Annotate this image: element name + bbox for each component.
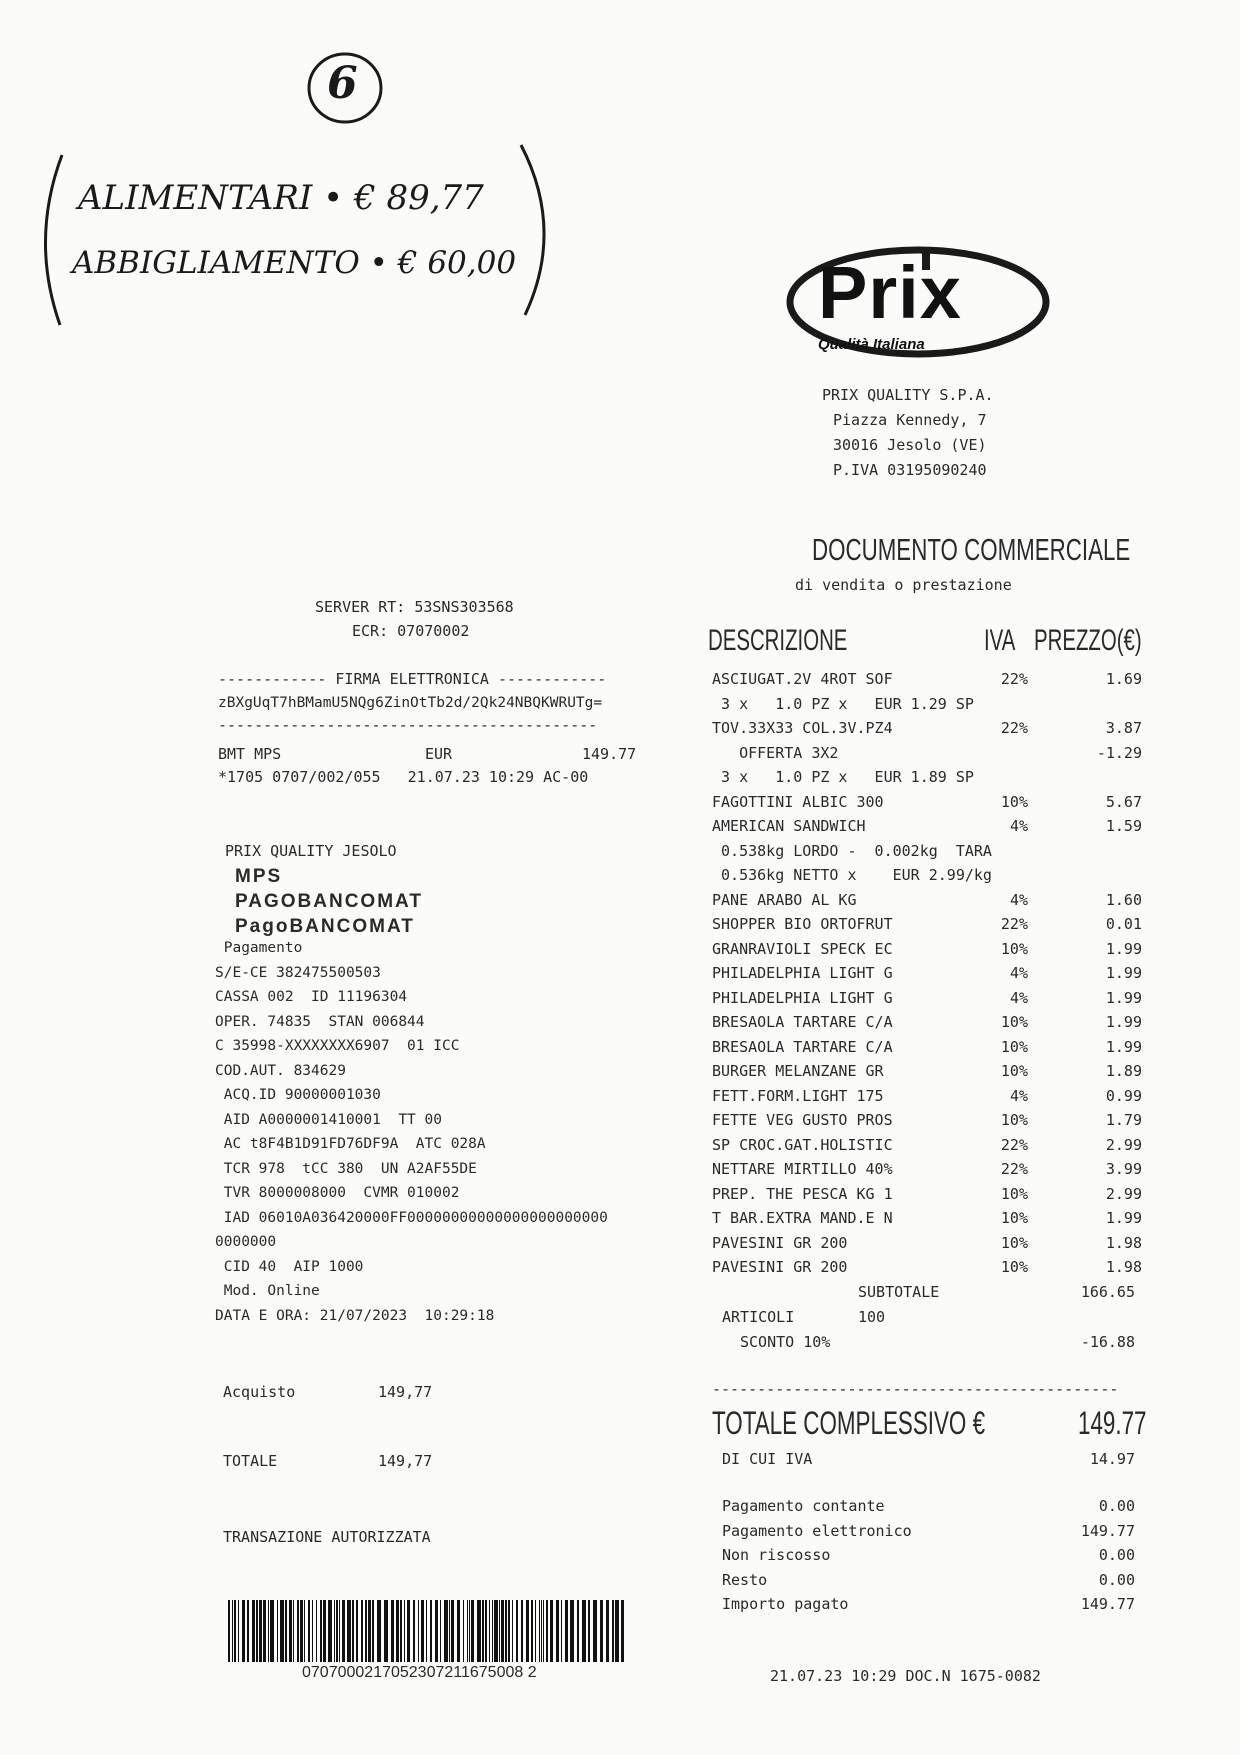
barcode-bar — [535, 1600, 536, 1662]
barcode-bar — [606, 1600, 609, 1662]
item-description: SP CROC.GAT.HOLISTIC — [712, 1135, 893, 1154]
pos-status: TRANSAZIONE AUTORIZZATA — [223, 1528, 431, 1546]
barcode-bar — [334, 1600, 335, 1662]
item-price: 1.89 — [1105, 1062, 1142, 1080]
item-iva: 22% — [1000, 1160, 1028, 1178]
item-description: FETTE VEG GUSTO PROS — [712, 1111, 893, 1129]
pos-totale-label: TOTALE — [223, 1452, 278, 1470]
barcode-bar — [228, 1600, 230, 1662]
barcode-bar — [304, 1600, 305, 1662]
pos-circuit-2: PagoBANCOMAT — [235, 916, 415, 937]
item-description: SHOPPER BIO ORTOFRUT — [712, 915, 893, 933]
barcode-bar — [372, 1600, 374, 1662]
barcode-bar — [444, 1600, 448, 1662]
barcode-bar — [404, 1600, 405, 1662]
item-description: FAGOTTINI ALBIC 300 — [712, 792, 884, 811]
item-iva: 10% — [1000, 1062, 1028, 1080]
document-footer: 21.07.23 10:29 DOC.N 1675-0082 — [770, 1667, 1041, 1685]
document-subtitle: di vendita o prestazione — [795, 576, 1012, 594]
subtotal-label: SUBTOTALE — [858, 1283, 940, 1301]
barcode-bar — [280, 1600, 284, 1662]
item-row — [712, 940, 1142, 964]
barcode-bar — [308, 1600, 310, 1662]
pos-detail-line: CASSA 002 ID 11196304 — [215, 989, 408, 1005]
pos-bmt-label: BMT MPS — [218, 745, 282, 763]
barcode-bar — [526, 1600, 529, 1662]
payment-value: 149.77 — [1080, 1521, 1135, 1540]
item-price: 5.67 — [1105, 792, 1142, 811]
handwritten-right-paren — [515, 140, 565, 320]
barcode-bar — [347, 1600, 351, 1662]
item-iva: 10% — [1000, 1111, 1028, 1129]
payment-value: 0.00 — [1098, 1546, 1135, 1564]
item-price: 1.69 — [1105, 670, 1142, 688]
item-row — [712, 768, 1142, 792]
pos-detail-line: Pagamento — [215, 940, 303, 956]
item-price: 1.99 — [1105, 1037, 1142, 1056]
item-description: BRESAOLA TARTARE C/A — [712, 1013, 893, 1031]
item-iva: 10% — [1000, 1037, 1028, 1056]
barcode-bar — [297, 1600, 299, 1662]
barcode-bar — [293, 1600, 294, 1662]
item-price: 1.99 — [1105, 1209, 1142, 1227]
barcode-bar — [342, 1600, 345, 1662]
barcode-bar — [539, 1600, 540, 1662]
item-row — [712, 891, 1142, 915]
pos-detail-line: ACQ.ID 90000001030 — [215, 1087, 381, 1103]
item-row — [712, 964, 1142, 988]
barcode-bar — [565, 1600, 568, 1662]
barcode-bar — [531, 1600, 533, 1662]
barcode-bar — [320, 1600, 322, 1662]
barcode-bar — [400, 1600, 402, 1662]
barcode-bar — [550, 1600, 553, 1662]
item-price: 1.99 — [1105, 964, 1142, 982]
item-description: PAVESINI GR 200 — [712, 1258, 848, 1276]
barcode-bar — [615, 1600, 619, 1662]
item-price: 1.79 — [1105, 1111, 1142, 1129]
item-price: 3.99 — [1105, 1160, 1142, 1178]
payment-label: Resto — [722, 1570, 768, 1589]
pos-merchant: PRIX QUALITY JESOLO — [225, 842, 397, 860]
item-iva: 4% — [1009, 890, 1028, 909]
handwritten-line-2: ABBIGLIAMENTO • € 60,00 — [72, 245, 517, 281]
barcode-bar — [621, 1600, 624, 1662]
barcode-bar — [234, 1600, 236, 1662]
barcode-bar — [365, 1600, 367, 1662]
barcode-bar — [252, 1600, 255, 1662]
pos-bmt-amount: 149.77 — [582, 745, 637, 763]
item-iva: 10% — [1000, 939, 1028, 958]
pos-detail-line: TVR 8000008000 CVMR 010002 — [215, 1185, 460, 1201]
item-price: 1.99 — [1105, 988, 1142, 1007]
barcode-bar — [499, 1600, 500, 1662]
barcode-bar — [516, 1600, 518, 1662]
payment-label: Pagamento elettronico — [722, 1521, 912, 1540]
barcode-bar — [556, 1600, 559, 1662]
item-price: 3.87 — [1105, 719, 1142, 737]
barcode-bar — [356, 1600, 358, 1662]
sconto-value: -16.88 — [1080, 1333, 1135, 1351]
item-description: BRESAOLA TARTARE C/A — [712, 1037, 893, 1056]
payment-value: 0.00 — [1098, 1570, 1135, 1589]
barcode-bar — [242, 1600, 245, 1662]
handwritten-line-1: ALIMENTARI • € 89,77 — [78, 178, 484, 218]
pos-detail-line: TCR 978 tCC 380 UN A2AF55DE — [215, 1160, 477, 1177]
barcode-bar — [577, 1600, 579, 1662]
pos-totale-value: 149,77 — [378, 1452, 433, 1470]
item-description: PHILADELPHIA LIGHT G — [712, 988, 893, 1007]
barcode-bar — [421, 1600, 424, 1662]
barcode-bar — [482, 1600, 484, 1662]
barcode-bar — [336, 1600, 338, 1662]
item-iva: 22% — [1000, 915, 1028, 933]
item-description: 3 x 1.0 PZ x EUR 1.29 SP — [712, 694, 974, 713]
item-iva: 10% — [1000, 1013, 1028, 1031]
item-description: 3 x 1.0 PZ x EUR 1.89 SP — [712, 768, 974, 786]
articoli-label: ARTICOLI — [722, 1308, 795, 1326]
item-row — [712, 1062, 1142, 1086]
barcode-bar — [501, 1600, 504, 1662]
totale-value: 149.77 — [1078, 1405, 1147, 1441]
barcode-bar — [312, 1600, 313, 1662]
item-iva: 10% — [1000, 792, 1028, 811]
store-company: PRIX QUALITY S.P.A. — [822, 386, 994, 404]
item-row — [712, 1013, 1142, 1037]
barcode-bar — [541, 1600, 542, 1662]
barcode-bar — [277, 1600, 278, 1662]
pos-ecr: ECR: 07070002 — [352, 622, 470, 640]
item-description: PREP. THE PESCA KG 1 — [712, 1184, 893, 1203]
pos-detail-line: AID A0000001410001 TT 00 — [215, 1111, 442, 1128]
item-row — [712, 1111, 1142, 1135]
pos-detail-line: DATA E ORA: 21/07/2023 10:29:18 — [215, 1307, 495, 1324]
barcode-bar — [263, 1600, 266, 1662]
barcode-bar — [600, 1600, 603, 1662]
barcode-bar — [238, 1600, 239, 1662]
barcode-bar — [440, 1600, 441, 1662]
item-iva: 22% — [1000, 719, 1028, 737]
pos-detail-line: C 35998-XXXXXXXX6907 01 ICC — [215, 1038, 460, 1054]
barcode-bar — [469, 1600, 470, 1662]
pos-acquisto-label: Acquisto — [223, 1383, 296, 1401]
payment-label: Pagamento contante — [722, 1497, 885, 1515]
barcode-bar — [413, 1600, 415, 1662]
barcode-bar — [259, 1600, 262, 1662]
item-row — [712, 793, 1142, 817]
item-description: BURGER MELANZANE GR — [712, 1062, 884, 1080]
item-description: 0.536kg NETTO x EUR 2.99/kg — [712, 866, 992, 884]
barcode-bar — [546, 1600, 548, 1662]
barcode-bar — [489, 1600, 490, 1662]
item-price: -1.29 — [1096, 743, 1142, 762]
document-title: DOCUMENTO COMMERCIALE — [812, 532, 1131, 567]
item-row — [712, 1136, 1142, 1160]
barcode-bar — [463, 1600, 464, 1662]
barcode-bar — [612, 1600, 614, 1662]
store-address: Piazza Kennedy, 7 — [833, 411, 987, 429]
barcode-bar — [570, 1600, 574, 1662]
sconto-label: SCONTO 10% — [740, 1333, 831, 1351]
barcode-bar — [430, 1600, 432, 1662]
item-row — [712, 744, 1142, 768]
barcode-bar — [467, 1600, 468, 1662]
barcode-bar — [339, 1600, 340, 1662]
barcode-bar — [232, 1600, 233, 1662]
item-row — [712, 1160, 1142, 1184]
barcode-bar — [593, 1600, 597, 1662]
barcode-bar — [505, 1600, 507, 1662]
pos-signature: zBXgUqT7hBMamU5NQg6ZinOtTb2d/2Qk24NBQKWRUTg= — [218, 695, 603, 711]
subtotal-value: 166.65 — [1080, 1283, 1135, 1301]
barcode-bar — [256, 1600, 258, 1662]
item-description: T BAR.EXTRA MAND.E N — [712, 1209, 893, 1227]
header-price: PREZZO(€) — [1034, 624, 1142, 657]
pos-dashes: ------------------------------------------ — [218, 716, 598, 734]
barcode-bar — [368, 1600, 371, 1662]
barcode-bar — [418, 1600, 419, 1662]
item-iva: 4% — [1009, 1086, 1028, 1105]
item-price: 1.98 — [1105, 1258, 1142, 1276]
barcode-bar — [377, 1600, 381, 1662]
header-desc: DESCRIZIONE — [708, 624, 848, 657]
barcode-bar — [449, 1600, 450, 1662]
item-row — [712, 1209, 1142, 1233]
pos-detail-line: COD.AUT. 834629 — [215, 1062, 346, 1079]
barcode — [228, 1600, 626, 1662]
store-city: 30016 Jesolo (VE) — [833, 436, 987, 454]
item-description: ASCIUGAT.2V 4ROT SOF — [712, 670, 893, 688]
pos-detail-line: IAD 06010A036420000FF00000000000000000000000 — [215, 1209, 608, 1226]
store-vat: P.IVA 03195090240 — [833, 461, 987, 479]
item-row — [712, 866, 1142, 890]
barcode-bar — [268, 1600, 269, 1662]
item-price: 0.99 — [1105, 1086, 1142, 1105]
barcode-bar — [477, 1600, 481, 1662]
item-row — [712, 1234, 1142, 1258]
barcode-bar — [270, 1600, 274, 1662]
item-row — [712, 1087, 1142, 1111]
item-row — [712, 1258, 1142, 1282]
barcode-number: 0707000217052307211675008 2 — [302, 1664, 537, 1681]
item-row — [712, 719, 1142, 743]
barcode-bar — [451, 1600, 454, 1662]
barcode-bar — [384, 1600, 388, 1662]
item-description: OFFERTA 3X2 — [712, 743, 839, 762]
barcode-bar — [352, 1600, 354, 1662]
barcode-bar — [582, 1600, 586, 1662]
pos-circuit-1: PAGOBANCOMAT — [235, 891, 423, 912]
item-iva: 10% — [1000, 1233, 1028, 1252]
item-price: 0.01 — [1105, 915, 1142, 933]
pos-bmt-currency: EUR — [425, 745, 453, 763]
payment-value: 0.00 — [1098, 1497, 1135, 1515]
pos-detail-line: 0000000 — [215, 1234, 277, 1250]
iva-value: 14.97 — [1089, 1450, 1135, 1468]
item-row — [712, 1185, 1142, 1209]
pos-firma: ------------ FIRMA ELETTRONICA ------------ — [218, 670, 607, 688]
item-description: PHILADELPHIA LIGHT G — [712, 964, 893, 982]
item-price: 2.99 — [1105, 1135, 1142, 1154]
logo-word: Prix — [818, 251, 962, 334]
pos-detail-line: Mod. Online — [215, 1283, 320, 1299]
barcode-bar — [323, 1600, 326, 1662]
item-description: AMERICAN SANDWICH — [712, 817, 866, 835]
pos-bank: MPS — [235, 866, 283, 887]
barcode-bar — [316, 1600, 317, 1662]
item-iva: 22% — [1000, 670, 1028, 688]
barcode-bar — [512, 1600, 513, 1662]
pos-server: SERVER RT: 53SNS303568 — [315, 598, 514, 616]
item-iva: 4% — [1009, 964, 1028, 982]
payment-label: Importo pagato — [722, 1595, 849, 1613]
barcode-bar — [396, 1600, 399, 1662]
item-row — [712, 670, 1142, 694]
item-description: GRANRAVIOLI SPECK EC — [712, 939, 893, 958]
header-iva: IVA — [984, 624, 1016, 657]
item-iva: 22% — [1000, 1135, 1028, 1154]
item-description: FETT.FORM.LIGHT 175 — [712, 1086, 884, 1105]
item-description: NETTARE MIRTILLO 40% — [712, 1160, 893, 1178]
pos-detail-line: S/E-CE 382475500503 — [215, 964, 381, 981]
item-description: 0.538kg LORDO - 0.002kg TARA — [712, 841, 992, 860]
barcode-bar — [391, 1600, 394, 1662]
item-row — [712, 1038, 1142, 1062]
barcode-bar — [247, 1600, 249, 1662]
item-row — [712, 817, 1142, 841]
item-iva: 4% — [1009, 817, 1028, 835]
item-row — [712, 989, 1142, 1013]
item-row — [712, 915, 1142, 939]
payment-value: 149.77 — [1080, 1595, 1135, 1613]
item-description: PANE ARABO AL KG — [712, 890, 857, 909]
barcode-bar — [457, 1600, 460, 1662]
item-price: 1.59 — [1105, 817, 1142, 835]
barcode-bar — [435, 1600, 438, 1662]
item-price: 1.60 — [1105, 890, 1142, 909]
item-price: 2.99 — [1105, 1184, 1142, 1203]
item-price: 1.99 — [1105, 1013, 1142, 1031]
payment-label: Non riscosso — [722, 1546, 831, 1564]
item-price: 1.99 — [1105, 939, 1142, 958]
barcode-bar — [561, 1600, 562, 1662]
totale-label: TOTALE COMPLESSIVO € — [712, 1405, 986, 1441]
barcode-bar — [328, 1600, 332, 1662]
barcode-bar — [588, 1600, 590, 1662]
barcode-bar — [508, 1600, 510, 1662]
barcode-bar — [485, 1600, 487, 1662]
pos-detail-line: AC t8F4B1D91FD76DF9A ATC 028A — [215, 1136, 486, 1152]
barcode-bar — [361, 1600, 363, 1662]
logo-tagline: Qualità Italiana — [818, 336, 925, 353]
item-row — [712, 695, 1142, 719]
articoli-value: 100 — [858, 1308, 886, 1326]
item-iva: 10% — [1000, 1184, 1028, 1203]
item-iva: 4% — [1009, 988, 1028, 1007]
barcode-bar — [494, 1600, 498, 1662]
pos-detail-line: CID 40 AIP 1000 — [215, 1258, 364, 1275]
barcode-bar — [543, 1600, 544, 1662]
pos-txn-line: *1705 0707/002/055 21.07.23 10:29 AC-00 — [218, 768, 589, 786]
barcode-bar — [471, 1600, 474, 1662]
item-iva: 10% — [1000, 1258, 1028, 1276]
barcode-bar — [300, 1600, 303, 1662]
item-description: PAVESINI GR 200 — [712, 1233, 848, 1252]
barcode-bar — [407, 1600, 410, 1662]
barcode-bar — [521, 1600, 523, 1662]
item-price: 1.98 — [1105, 1233, 1142, 1252]
handwritten-number: 6 — [327, 58, 358, 109]
dash-separator: --------------------------------------------- — [712, 1380, 1119, 1398]
item-row — [712, 842, 1142, 866]
pos-detail-line: OPER. 74835 STAN 006844 — [215, 1013, 425, 1030]
item-description: TOV.33X33 COL.3V.PZ4 — [712, 719, 893, 737]
barcode-bar — [492, 1600, 493, 1662]
barcode-bar — [426, 1600, 427, 1662]
barcode-bar — [285, 1600, 287, 1662]
pos-acquisto-value: 149,77 — [378, 1383, 433, 1401]
barcode-bar — [289, 1600, 292, 1662]
iva-label: DI CUI IVA — [722, 1450, 813, 1468]
handwritten-left-paren — [30, 150, 70, 330]
item-iva: 10% — [1000, 1209, 1028, 1227]
